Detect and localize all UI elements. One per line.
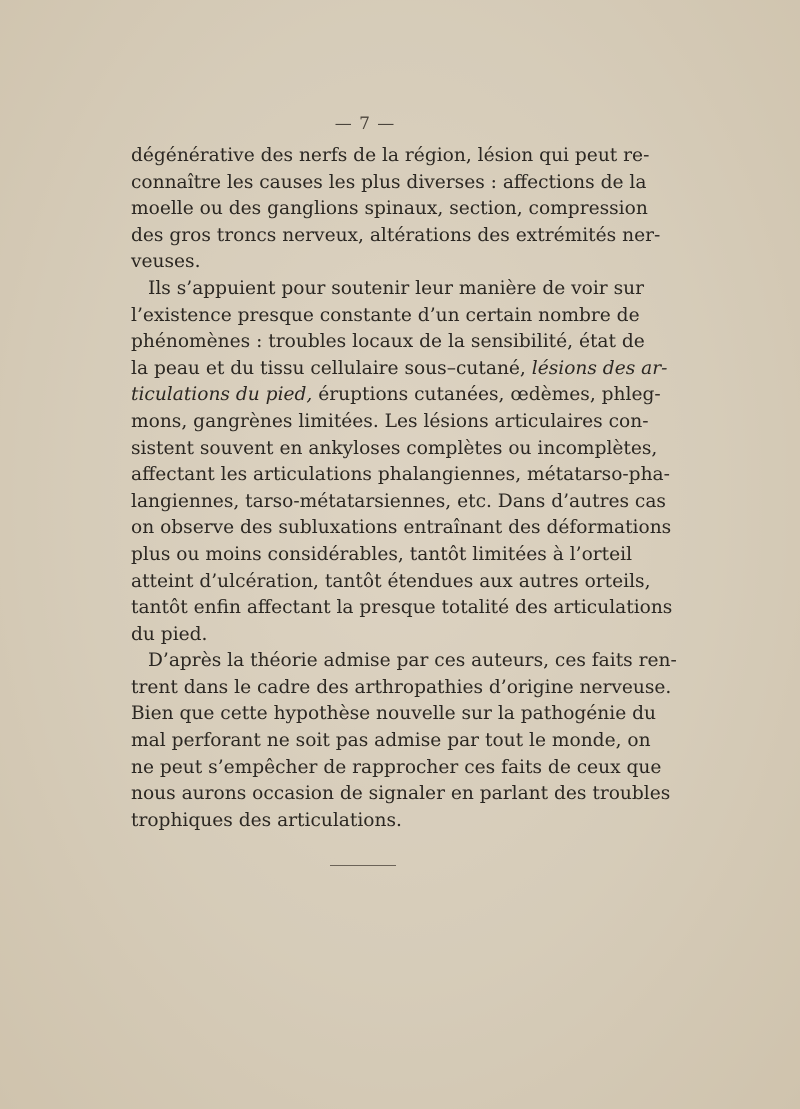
text-line: des gros troncs nerveux, altérations des extrémités ner-	[131, 224, 661, 246]
text-line: sistent souvent en ankyloses complètes ou incomplètes,	[131, 437, 658, 459]
text-line: Ils s’appuient pour soutenir leur manière de voir sur	[148, 277, 644, 299]
text-line: mons, gangrènes limitées. Les lésions articulaires con-	[131, 410, 649, 432]
text-line: mal perforant ne soit pas admise par tout le monde, on	[131, 730, 651, 752]
text-line: ticulations du pied, éruptions cutanées, œdèmes, phleg-	[131, 384, 661, 406]
text-line: tantôt enfin affectant la presque totalité des articulations	[131, 597, 673, 619]
text-line: la peau et du tissu cellulaire sous–cutané, lésions des ar-	[131, 357, 668, 379]
text-line: veuses.	[131, 251, 201, 273]
text-line: ne peut s’empêcher de rapprocher ces faits de ceux que	[131, 756, 662, 778]
page-number: — 7 —	[334, 114, 396, 134]
text-line: D’après la théorie admise par ces auteurs, ces faits ren-	[148, 650, 677, 672]
text-line: on observe des subluxations entraînant des déformations	[131, 517, 672, 539]
text-line: moelle ou des ganglions spinaux, section, compression	[131, 198, 648, 220]
text-line: l’existence presque constante d’un certain nombre de	[131, 304, 640, 326]
text-line: trophiques des articulations.	[131, 809, 402, 831]
text-line: atteint d’ulcération, tantôt étendues aux autres orteils,	[131, 570, 651, 592]
text-line: plus ou moins considérables, tantôt limitées à l’orteil	[131, 543, 633, 565]
text-line: du pied.	[131, 623, 208, 645]
text-line: nous aurons occasion de signaler en parlant des troubles	[131, 783, 671, 805]
text-line: connaître les causes les plus diverses : affections de la	[131, 171, 647, 193]
text-line: langiennes, tarso-métatarsiennes, etc. Dans d’autres cas	[131, 490, 666, 512]
body-text	[131, 143, 677, 834]
text-line: affectant les articulations phalangiennes, métatarso-pha-	[131, 464, 670, 486]
section-divider	[330, 865, 396, 866]
text-line: dégénérative des nerfs de la région, lésion qui peut re-	[131, 145, 650, 166]
text-line: phénomènes : troubles locaux de la sensibilité, état de	[131, 331, 645, 353]
text-line: trent dans le cadre des arthropathies d’origine nerveuse.	[131, 676, 672, 698]
text-line: Bien que cette hypothèse nouvelle sur la pathogénie du	[131, 703, 657, 725]
